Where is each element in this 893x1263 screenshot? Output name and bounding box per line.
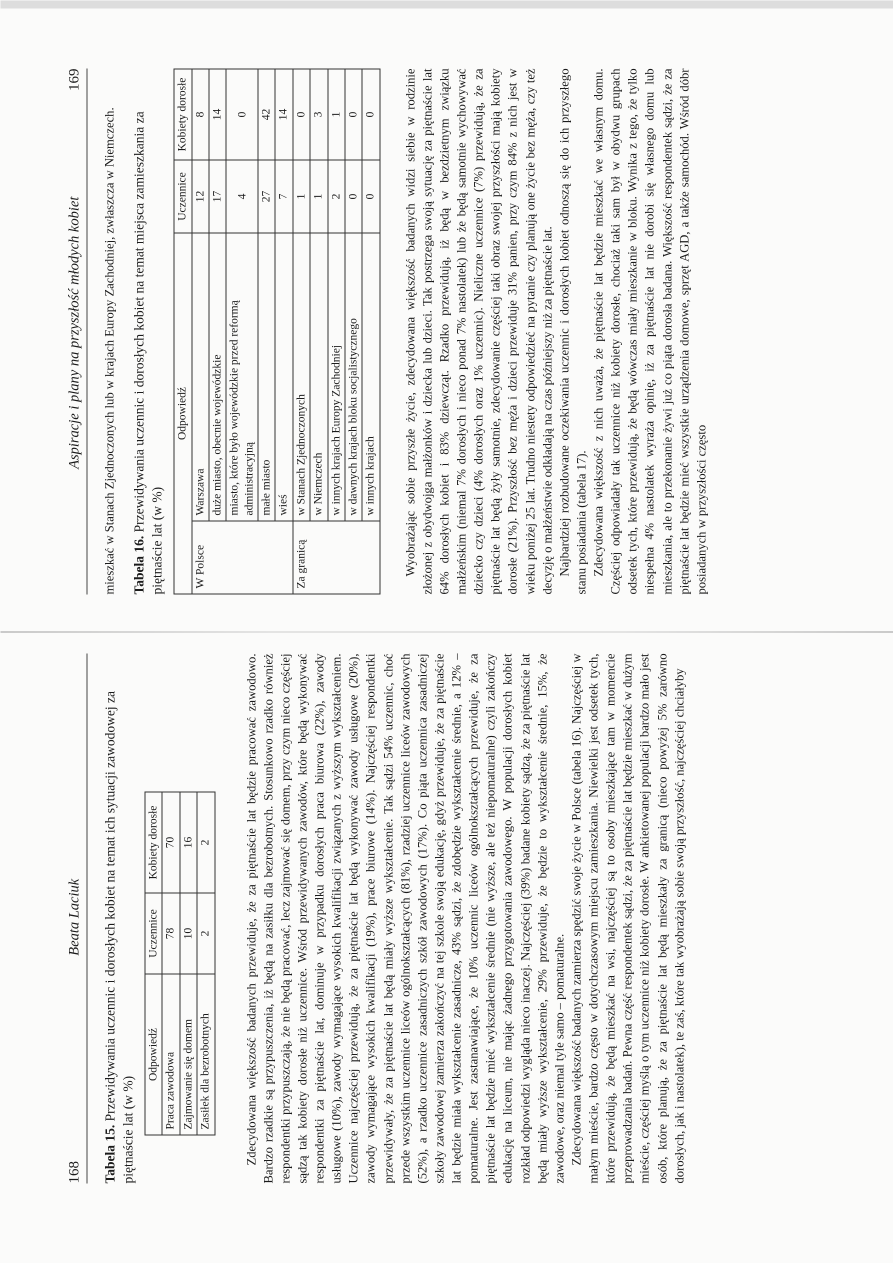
table-cell: 0 (292, 69, 309, 160)
table-cell: 2 (197, 792, 214, 893)
table-header-row (174, 69, 191, 594)
table-cell: 1 (310, 160, 327, 233)
table-cell: Zasiłek dla bezrobotnych (197, 974, 214, 1135)
table-row (191, 69, 208, 594)
table-cell: 1 (292, 160, 309, 233)
table-row (197, 792, 214, 1135)
table-cell: 7 (275, 160, 292, 233)
body-paragraph: Wyobrażając sobie przyszłe życie, zdecydowana większość badanych widzi siebie w rodzinie złożonej z obydwojga małżonków i dziecka lub dzieci. Tak postrzega swoją sytuację za piętnaście lat 64% dorosłych kobiet i 83% dziewcząt. Rzadko przewidują, iż będą w bezdzietnym związku małżeńskim (niemal 7% dorosłych i nieco ponad 7% nastolatek) lub że będą samotnie wychowywać dziecko czy dzieci (4% dorosłych oraz 1% uczennic). Nieliczne uczennice (7%) przewidują, że za piętnaście lat będą żyły samotnie, zdecydowanie częściej taki obraz swojej przyszłości mają kobiety dorosłe (21%). Przyszłość bez męża i dzieci przewiduje 31% panien, przy czym 84% z nich jest w wieku poniżej 25 lat. Trudno niestety odpowiedzieć na pytanie czy planują one życie bez męża, czy też decyzję o małżeństwie odkładają na czas późniejszy niż za piętnaście lat. (402, 68, 554, 594)
table-row (208, 69, 225, 594)
table-cell: 0 (362, 69, 379, 160)
table-cell: Warszawa (191, 233, 208, 521)
table-cell: w Stanach Zjednoczonych (292, 233, 309, 521)
table-row (179, 792, 196, 1135)
table-cell: 3 (310, 69, 327, 160)
column-header: Odpowiedź (174, 233, 191, 594)
table-row (310, 69, 327, 594)
column-header: Kobiety dorosłe (174, 69, 191, 160)
column-header: Odpowiedź (145, 974, 162, 1135)
table-15-caption (101, 653, 136, 1183)
table-16-caption-text: Przewidywania uczennic i dorosłych kobiet na temat miejsca zamieszkania za piętnaście lat (w %) (131, 110, 164, 594)
table-cell: 42 (258, 69, 275, 160)
table-header-row (145, 792, 162, 1135)
body-paragraph: Zdecydowana większość z nich uważa, że piętnaście lat będzie mieszkać we własnym domu. Częściej odpowiadały tak uczennice niż kobiety dorosłe, chociaż taki sam był w obydwu grupach odsetek tych, które przewidują, że będą wówczas miały mieszkanie w bloku. Wynika z tego, że tylko niespełna 4% nastolatek wyraża opinię, iż za piętnaście lat nie dorobi się własnego domu lub mieszkania, ale to przekonanie żywi już co piąta dorosła badana. Większość respondentek sądzi, że za piętnaście lat będzie mieć wszystkie urządzenia domowe, sprzęt AGD, a także samochód. Wśród dóbr posiadanych w przyszłości często (591, 68, 708, 594)
table-row (344, 69, 361, 594)
table-cell: 0 (226, 69, 258, 160)
column-header: Uczennice (174, 160, 191, 233)
right-page (0, 0, 893, 630)
body-paragraph: Zdecydowana większość badanych zamierza spędzić swoje życie w Polsce (tabela 16). Najczęściej w małym mieście, bardzo często w dotychczasowym miejscu zamieszkania. Niewielki jest odsetek tych, które przewidują, że będą mieszkać na wsi, najczęściej są to osoby mieszkające tam w momencie przeprowadzania badań. Pewna część respondentek sądzi, że za piętnaście lat będzie mieszkać w dużym mieście, częściej myślą o tym uczennice niż kobiety dorosłe. W ankietowanej populacji bardzo mało jest osób, które planują, że za piętnaście lat będą mieszkały za granicą (nieco powyżej 5% zarówno dorosłych, jak i nastolatek), te zaś, które tak wyobrażają sobie swoją przyszłość, najczęściej chciałyby (568, 653, 686, 1183)
table-cell: w innych krajach (362, 233, 379, 521)
table-15-caption-text: Przewidywania uczennic i dorosłych kobiet na temat ich sytuacji zawodowej za piętnaście lat (w %) (102, 690, 135, 1183)
table-cell: w innych krajach Europy Zachodniej (327, 233, 344, 521)
table-cell: duże miasto, obecnie wojewódzkie (208, 233, 225, 521)
page-number: 168 (66, 1160, 82, 1183)
left-page (0, 633, 893, 1263)
running-head-title: Aspiracje i plany na przyszłość młodych kobiet (66, 196, 82, 469)
table-row (226, 69, 258, 594)
table-16 (173, 68, 380, 594)
table-row (162, 792, 179, 1135)
table-15 (144, 791, 215, 1135)
table-cell: 12 (191, 160, 208, 233)
table-cell: 0 (362, 160, 379, 233)
table-cell: 2 (197, 893, 214, 974)
table-cell: 8 (191, 69, 208, 160)
running-head-right (66, 68, 87, 594)
table-row (292, 69, 309, 594)
table-row (258, 69, 275, 594)
table-cell: w dawnych krajach bloku socjalistycznego (344, 233, 361, 521)
table-cell: 78 (162, 893, 179, 974)
table-row (362, 69, 379, 594)
table-cell: małe miasto (258, 233, 275, 521)
table-cell: 17 (208, 160, 225, 233)
table-cell: 0 (344, 160, 361, 233)
table-cell: Zajmowanie się domem (179, 974, 196, 1135)
table-cell: 14 (275, 69, 292, 160)
table-16-label: Tabela 16. (131, 535, 147, 594)
row-group-label: Za granicą (292, 521, 379, 594)
table-cell: 1 (327, 69, 344, 160)
table-cell: wieś (275, 233, 292, 521)
body-paragraph: Zdecydowana większość badanych przewiduje, że za piętnaście lat będzie pracować zawodowo. Bardzo rzadkie są przypuszczenia, iż będą na zasiłku dla bezrobotnych. Stosunkowo rzadko również respondentki przypuszczają, że nie będą pracować, lecz zajmować się domem, przy czym nieco częściej sądzą tak kobiety dorosłe niż uczennice. Wśród przewidywanych zawodów, które będą wykonywać respondentki za piętnaście lat, dominuje w przypadku dorosłych praca biurowa (22%), zawody usługowe (10%), zawody wymagające wysokich kwalifikacji związanych z wyższym wykształceniem. Uczennice najczęściej przewidują, że za piętnaście lat będą wykonywać zawody usługowe (20%), zawody wymagające wysokich kwalifikacji (19%), prace biurowe (14%). Najczęściej respondentki przewidywały, że za piętnaście lat będą miały wyższe wykształcenie. Tak sądzi 54% uczennic, choć przede wszystkim uczennice liceów ogólnokształcących (81%), rzadziej uczennice liceów zawodowych (52%), a rzadko uczennice zasadniczych szkół zawodowych (17%). Co piąta uczennica zasadniczej szkoły zawodowej zamierza zakończyć na tej szkole swoją edukację, gdyż przewiduje, że za piętnaście lat będzie miała wykształcenie zasadnicze, 43% sądzi, że zdobędzie wykształcenie średnie, a 12% – pomaturalne. Jest zastanawiające, że 10% uczennic liceów ogólnokształcących przewiduje, że za piętnaście lat będzie mieć wykształcenie średnie (nie wyższe, ale też niepomaturalne) czyli zakończy edukację na liceum, nie mając żadnego przygotowania zawodowego. W populacji dorosłych kobiet rozkład odpowiedzi wygląda nieco inaczej. Najczęściej (39%) badane kobiety sądzą, że za piętnaście lat będą miały wyższe wykształcenie, 29% przewiduje, że będzie to wykształcenie średnie, 15%, że zawodowe, oraz niemal tyle samo – pomaturalne. (243, 653, 566, 1183)
table-cell: Praca zawodowa (162, 974, 179, 1135)
table-row (327, 69, 344, 594)
table-cell: 4 (226, 160, 258, 233)
table-16-caption (130, 68, 165, 594)
table-15-label: Tabela 15. (102, 1124, 117, 1183)
table-cell: w Niemczech (310, 233, 327, 521)
table-cell: 14 (208, 69, 225, 160)
running-head-left (66, 653, 87, 1183)
table-cell: miasto, które było wojewódzkie przed reformą administracyjną (226, 233, 258, 521)
table-cell: 16 (179, 792, 196, 893)
table-row (275, 69, 292, 594)
page-number: 169 (66, 68, 82, 91)
page-gutter (0, 631, 893, 632)
row-group-label: W Polsce (191, 521, 292, 594)
table-cell: 0 (344, 69, 361, 160)
table-cell: 27 (258, 160, 275, 233)
table-cell: 70 (162, 792, 179, 893)
table-cell: 2 (327, 160, 344, 233)
column-header: Uczennice (145, 893, 162, 974)
table-cell: 10 (179, 893, 196, 974)
column-header: Kobiety dorosłe (145, 792, 162, 893)
running-head-author: Beata Laciuk (66, 878, 82, 956)
body-paragraph: Najbardziej rozbudowane oczekiwania uczennic i dorosłych kobiet odnoszą się do ich przyszłego stanu posiadania (tabela 17). (556, 68, 588, 594)
intro-paragraph: mieszkać w Stanach Zjednoczonych lub w krajach Europy Zachodniej, zwłaszcza w Niemczech. (102, 106, 116, 594)
